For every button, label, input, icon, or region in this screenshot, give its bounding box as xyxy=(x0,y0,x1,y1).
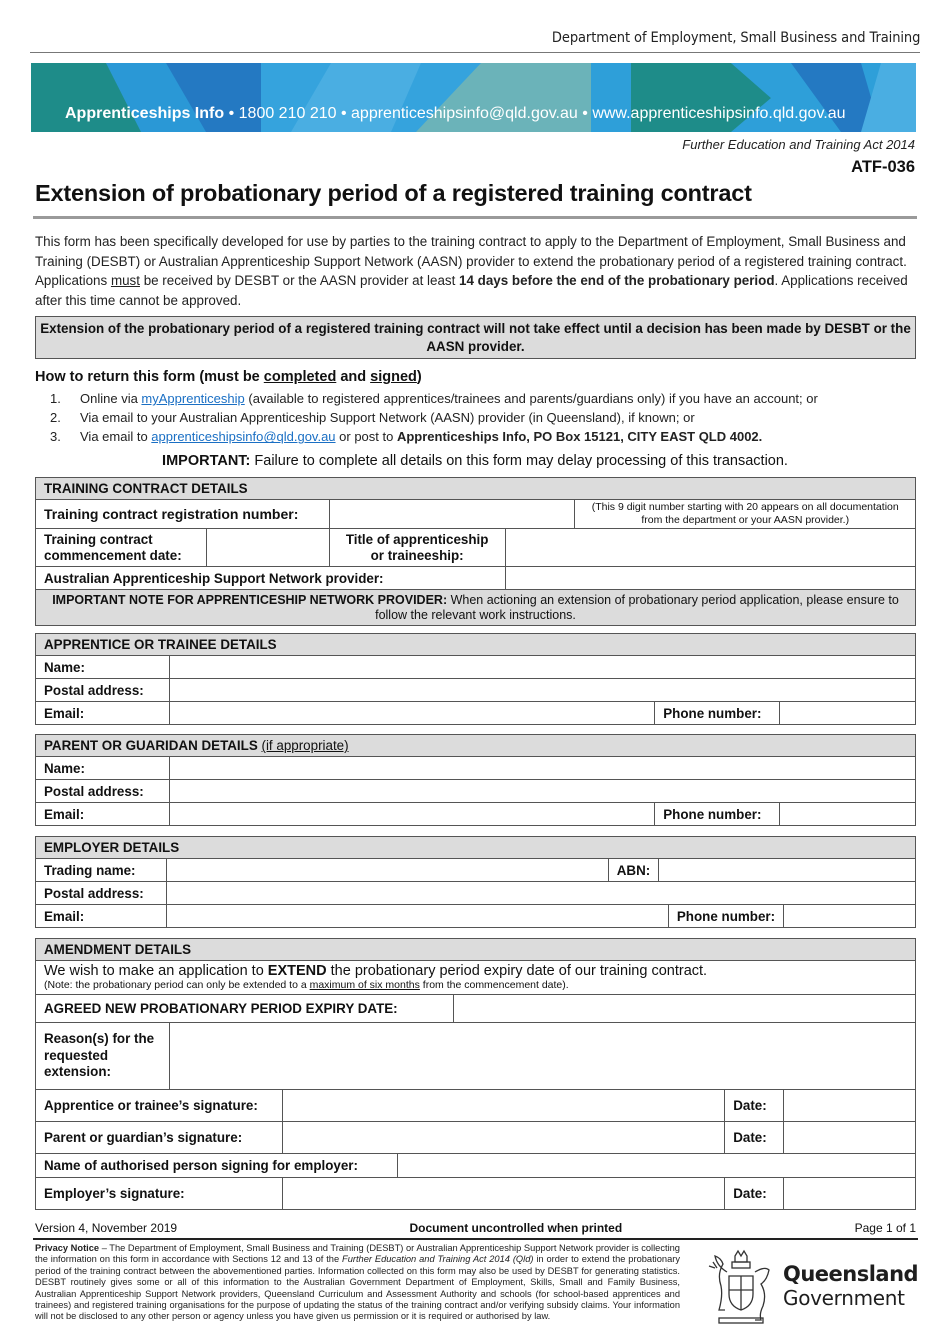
list-number: 1. xyxy=(50,391,61,406)
section-heading-text: PARENT OR GUARIDAN DETAILS xyxy=(44,738,258,753)
note-text: (Note: the probationary period can only be extended to a xyxy=(44,978,310,991)
trading-name-field[interactable] xyxy=(166,859,608,882)
name-label: Name: xyxy=(36,656,170,679)
authorised-person-label: Name of authorised person signing for employer: xyxy=(36,1154,398,1178)
intro-deadline: 14 days before the end of the probationary period xyxy=(459,273,775,289)
list-text-part: (available to registered apprentices/trainees and parents/guardians only) if you have an account; or xyxy=(244,391,818,406)
note-maximum: maximum of six months xyxy=(309,978,420,991)
important-text: Failure to complete all details on this form may delay processing of this transaction. xyxy=(250,453,788,469)
phone-label: Phone number: xyxy=(655,702,780,725)
apprentice-email-field[interactable] xyxy=(169,702,654,725)
postal-address-label: Postal address: xyxy=(36,679,170,702)
expiry-date-label: AGREED NEW PROBATIONARY PERIOD EXPIRY DATE: xyxy=(36,995,454,1023)
date-label: Date: xyxy=(725,1090,784,1122)
uncontrolled-text: Document uncontrolled when printed xyxy=(409,1221,623,1235)
employer-phone-field[interactable] xyxy=(784,905,916,928)
banner-website[interactable]: www.apprenticeshipsinfo.qld.gov.au xyxy=(592,105,846,122)
apprentice-date-field[interactable] xyxy=(784,1090,916,1122)
page-number: Page 1 of 1 xyxy=(854,1221,916,1235)
email-label: Email: xyxy=(36,803,170,826)
list-number: 3. xyxy=(50,429,61,445)
training-contract-table xyxy=(35,477,916,626)
statement-text: We wish to make an application to xyxy=(44,962,268,979)
apprentice-signature-field[interactable] xyxy=(282,1090,724,1122)
email-label: Email: xyxy=(36,702,170,725)
title-divider xyxy=(33,216,917,219)
postal-address: Apprenticeships Info, PO Box 15121, CITY EAST QLD 4002. xyxy=(396,429,763,445)
list-number: 2. xyxy=(50,410,61,426)
separator-dot: • xyxy=(340,105,347,122)
parent-table xyxy=(35,734,916,826)
list-text-part: or post to xyxy=(335,429,397,445)
version-text: Version 4, November 2019 xyxy=(35,1221,178,1235)
coat-of-arms-icon xyxy=(705,1248,777,1328)
logo-line-queensland: Queensland xyxy=(783,1262,919,1286)
abn-field[interactable] xyxy=(659,859,916,882)
logo-line-government: Government xyxy=(783,1286,905,1310)
privacy-text: – The Department of Employment, Small Business and Training (DESBT) or Australian Apprenticeship Support Network provider is collecting the information on this form in accordance with Sections 12 and 13 of the xyxy=(35,1243,680,1265)
contact-banner xyxy=(31,63,916,132)
parent-phone-field[interactable] xyxy=(780,803,916,826)
section-heading: EMPLOYER DETAILS xyxy=(36,837,916,859)
banner-contact-text xyxy=(65,105,846,123)
phone-label: Phone number: xyxy=(668,905,783,928)
banner-name: Apprenticeships Info xyxy=(65,105,225,122)
commencement-date-label: Training contract commencement date: xyxy=(36,529,207,567)
apprentice-phone-field[interactable] xyxy=(780,702,916,725)
howto-list xyxy=(50,389,920,447)
apprenticeship-title-field[interactable] xyxy=(505,529,915,567)
important-note xyxy=(0,453,950,469)
department-name: Department of Employment, Small Business and Training xyxy=(551,30,920,46)
abn-label: ABN: xyxy=(608,859,658,882)
date-label: Date: xyxy=(725,1178,784,1210)
aasn-provider-field[interactable] xyxy=(505,567,915,590)
authorised-person-field[interactable] xyxy=(397,1154,915,1178)
privacy-notice xyxy=(35,1243,680,1323)
employer-address-field[interactable] xyxy=(166,882,915,905)
provider-note-text: When actioning an extension of probationary period application, please ensure to follow the relevant work instructions. xyxy=(375,592,899,622)
intro-text: . Applications received after this time cannot be approved. xyxy=(35,273,908,309)
section-heading: APPRENTICE OR TRAINEE DETAILS xyxy=(36,634,916,656)
parent-email-field[interactable] xyxy=(169,803,654,826)
registration-number-field[interactable] xyxy=(329,500,575,529)
logo-wordmark xyxy=(783,1262,918,1310)
list-text-part: Via email to xyxy=(80,429,152,445)
date-label: Date: xyxy=(725,1122,784,1154)
email-label: Email: xyxy=(36,905,167,928)
reasons-field[interactable] xyxy=(169,1023,915,1090)
apprentice-table xyxy=(35,633,916,725)
aasn-provider-label: Australian Apprenticeship Support Network provider: xyxy=(36,567,506,590)
apprentice-address-field[interactable] xyxy=(169,679,915,702)
email-link[interactable]: apprenticeshipsinfo@qld.gov.au xyxy=(151,429,336,445)
parent-date-field[interactable] xyxy=(784,1122,916,1154)
provider-note-label: IMPORTANT NOTE FOR APPRENTICESHIP NETWORK PROVIDER: xyxy=(52,592,448,607)
banner-phone[interactable]: 1800 210 210 xyxy=(238,105,337,122)
privacy-text: in order to extend the probationary period of the training contract between the abovementioned parties. Information collected on this form may also be used by DESBT for generating statistics. DESBT routinely gives some or all of this information to the Australian Government Department of Employment, Skills, Small and Family Business, Australian Apprenticeship Support Network providers, Queensland Curriculum and Assessment Authority and schools (for school-based apprentices and trainees) and registered training organisations for the purpose of updating the status of the training contract and/or verifying subsidy claims. Your information will not be disclosed to any other person or agency unless you have given us permission or it is required or authorised by law. xyxy=(35,1254,680,1322)
intro-must: must xyxy=(110,273,140,289)
apprentice-name-field[interactable] xyxy=(169,656,915,679)
qld-government-logo xyxy=(705,1248,920,1328)
section-heading-note: (if appropriate) xyxy=(261,738,349,753)
effect-notice: Extension of the probationary period of a registered training contract will not take effect until a decision has been made by DESBT or the AASN provider. xyxy=(35,316,916,359)
howto-title xyxy=(35,369,422,385)
phone-label: Phone number: xyxy=(655,803,780,826)
page-title: Extension of probationary period of a registered training contract xyxy=(35,180,752,206)
important-label: IMPORTANT: xyxy=(162,453,251,469)
howto-title-text: How to return this form (must be xyxy=(35,369,264,385)
banner-email[interactable]: apprenticeshipsinfo@qld.gov.au xyxy=(351,105,578,122)
intro-text: This form has been specifically developed for use by parties to the training contract to apply to the Department of Employment, Small Business and Training (DESBT) or Australian Apprenticeship Support Network (AASN) provider to extend the probationary period of a registered training contract. Applications xyxy=(35,234,907,289)
parent-signature-label: Parent or guardian’s signature: xyxy=(36,1122,283,1154)
header-divider xyxy=(30,52,920,53)
reasons-label: Reason(s) for the requested extension: xyxy=(36,1023,170,1090)
form-code: ATF-036 xyxy=(851,158,915,176)
employer-table xyxy=(35,836,916,928)
employer-signature-field[interactable] xyxy=(282,1178,724,1210)
privacy-label: Privacy Notice xyxy=(35,1243,100,1253)
howto-title-text: and xyxy=(336,369,371,385)
list-text-part: Online via xyxy=(80,391,142,406)
apprentice-signature-label: Apprentice or trainee’s signature: xyxy=(36,1090,283,1122)
postal-address-label: Postal address: xyxy=(36,780,170,803)
registration-number-label: Training contract registration number: xyxy=(36,500,330,529)
employer-signature-label: Employer’s signature: xyxy=(36,1178,283,1210)
employer-date-field[interactable] xyxy=(784,1178,916,1210)
statement-extend: EXTEND xyxy=(267,962,327,979)
registration-number-hint: (This 9 digit number starting with 20 appears on all documentation from the department or your AASN provider.) xyxy=(575,500,916,529)
howto-signed: signed xyxy=(370,369,417,385)
trading-name-label: Trading name: xyxy=(36,859,167,882)
statement-text: the probationary period expiry date of our training contract. xyxy=(326,962,708,979)
provider-note xyxy=(36,590,916,626)
list-item xyxy=(50,427,920,446)
footer-divider xyxy=(33,1238,918,1240)
section-heading xyxy=(36,735,916,757)
postal-address-label: Postal address: xyxy=(36,882,167,905)
intro-text: be received by DESBT or the AASN provider at least xyxy=(139,273,460,289)
act-reference: Further Education and Training Act 2014 xyxy=(682,137,915,152)
section-heading: TRAINING CONTRACT DETAILS xyxy=(36,478,916,500)
list-item xyxy=(50,389,920,408)
apprenticeship-title-label: Title of apprenticeship or traineeship: xyxy=(329,529,505,567)
parent-signature-field[interactable] xyxy=(282,1122,724,1154)
footer-info xyxy=(35,1221,916,1235)
list-text xyxy=(80,427,762,446)
name-label: Name: xyxy=(36,757,170,780)
list-text: Via email to your Australian Apprenticeship Support Network (AASN) provider (in Queensland), if known; or xyxy=(80,410,695,426)
privacy-act: Further Education and Training Act 2014 (Qld) xyxy=(342,1254,534,1265)
section-heading: AMENDMENT DETAILS xyxy=(36,939,916,961)
intro-paragraph xyxy=(35,232,915,311)
list-text xyxy=(80,389,818,408)
commencement-date-field[interactable] xyxy=(206,529,329,567)
myapprenticeship-link[interactable]: myApprenticeship xyxy=(141,391,245,406)
separator-dot: • xyxy=(228,105,235,122)
howto-title-text: ) xyxy=(416,369,422,385)
howto-completed: completed xyxy=(263,369,337,385)
employer-email-field[interactable] xyxy=(166,905,668,928)
parent-name-field[interactable] xyxy=(169,757,915,780)
note-text: from the commencement date). xyxy=(419,978,569,991)
amendment-statement xyxy=(36,961,916,995)
list-item xyxy=(50,408,920,427)
expiry-date-field[interactable] xyxy=(453,995,915,1023)
parent-address-field[interactable] xyxy=(169,780,915,803)
amendment-table xyxy=(35,938,916,1210)
separator-dot: • xyxy=(582,105,588,122)
